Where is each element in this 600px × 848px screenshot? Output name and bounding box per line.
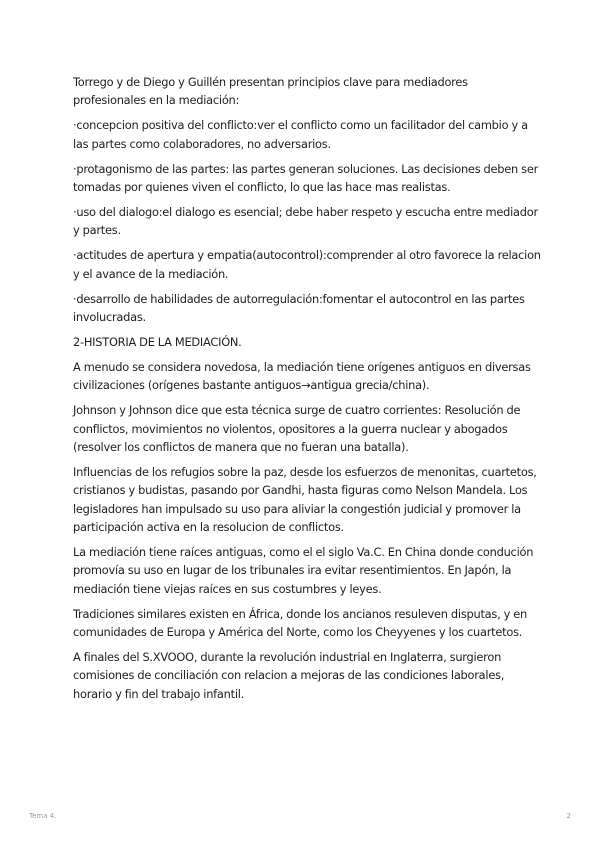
principle-positive-conception: ·concepcion positiva del conflicto:ver el conflicto como un facilitador del cambio y a las partes como colaboradores, no adversarios. [73, 118, 528, 151]
history-paragraph: A menudo se considera novedosa, la mediación tiene orígenes antiguos en diversas civilizaciones (orígenes bastante antiguos→antigua grecia/china). [73, 359, 531, 393]
section-heading: 2-HISTORIA DE LA MEDIACIÓN. [73, 334, 242, 349]
intro-paragraph: Torrego y de Diego y Guillén presentan principios clave para mediadores profesionales en la mediación: [73, 75, 468, 108]
history-paragraph: Influencias de los refugios sobre la paz, desde los esfuerzos de menonitas, cuartetos, cristianos y budistas, pasando por Gandhi, hasta figuras como Nelson Mandela. Los legisladores han impulsado su uso para aliviar la congestión judicial y promover la participación activa en la resolucion de conflictos. [73, 464, 537, 535]
footer-chapter-label: Tema 4. [29, 812, 57, 820]
history-paragraph: La mediación tiene raíces antiguas, como el el siglo Va.C. En China donde condución promovía su uso en lugar de los tribunales ira evitar resentimientos. En Japón, la mediación tiene viejas raíces en sus costumbres y leyes. [73, 544, 534, 596]
page-body [73, 73, 543, 710]
footer-page-number: 2 [566, 812, 571, 820]
history-paragraph: A finales del S.XVOOO, durante la revolución industrial en Inglaterra, surgieron comisiones de conciliación con relacion a mejoras de las condiciones laborales, horario y fin del trabajo infantil. [73, 649, 505, 701]
principle-dialogue: ·uso del dialogo:el dialogo es esencial; debe haber respeto y escucha entre mediador y partes. [73, 204, 538, 238]
principle-self-regulation: ·desarrollo de habilidades de autorregulación:fomentar el autocontrol en las partes involucradas. [73, 291, 525, 324]
principle-parties-protagonism: ·protagonismo de las partes: las partes generan soluciones. Las decisiones deben ser tomadas por quienes viven el conflicto, lo que las hace mas realistas. [73, 161, 539, 195]
history-paragraph: Johnson y Johnson dice que esta técnica surge de cuatro corrientes: Resolución de conflictos, movimientos no violentos, opositores a la guerra nuclear y abogados (resolver los conflictos de manera que no fueran una batalla). [73, 403, 521, 454]
history-paragraph: Tradiciones similares existen en África, donde los ancianos resuleven disputas, y en comunidades de Europa y América del Norte, como los Cheyyenes y los cuartetos. [73, 606, 528, 640]
principle-openness-empathy: ·actitudes de apertura y empatia(autocontrol):comprender al otro favorece la relacion y el avance de la mediación. [73, 248, 541, 281]
